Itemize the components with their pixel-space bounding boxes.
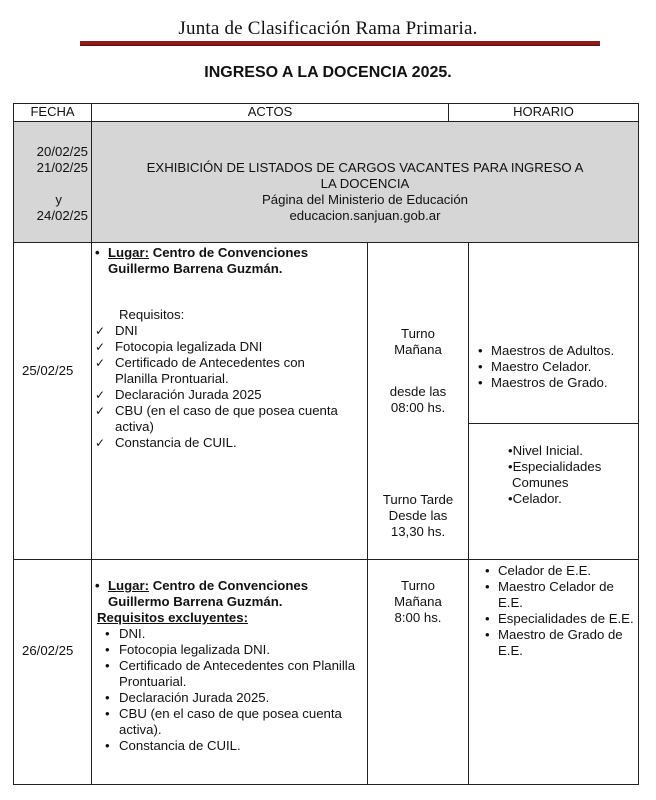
list-item: ✓ CBU (en el caso de que posea cuenta activa): [93, 403, 365, 435]
list-item: •Especialidades: [508, 459, 602, 474]
list-item: • Fotocopia legalizada DNI.: [93, 642, 365, 658]
col-header-horario: HORARIO: [513, 104, 574, 119]
turno-text: Desde las: [388, 508, 448, 523]
turno-text: Turno: [401, 578, 435, 593]
list-item: ✓ Certificado de Antecedentes con Planilla Prontuarial.: [93, 355, 365, 387]
date-text: y: [55, 192, 62, 207]
list-item: • Maestro Celador de E.E.: [483, 579, 638, 611]
row2-turno-manana: [368, 326, 468, 416]
list-item: •Celador.: [508, 491, 562, 506]
row2-cargos-tarde: [508, 443, 638, 507]
list-item: • Maestro de Grado de E.E.: [483, 627, 638, 659]
row2-turno-tarde: [368, 492, 468, 540]
turno-text: Turno: [401, 326, 435, 341]
page-title: INGRESO A LA DOCENCIA 2025.: [204, 64, 452, 81]
list-item: • Certificado de Antecedentes con Planilla Prontuarial.: [93, 658, 365, 690]
list-item: •Nivel Inicial.: [508, 443, 583, 458]
row3-actos: [93, 578, 365, 754]
row1-exhibition-text: [92, 160, 638, 224]
ministry-url[interactable]: educacion.sanjuan.gob.ar: [289, 208, 441, 223]
list-item: • Declaración Jurada 2025.: [93, 690, 365, 706]
date-text: 24/02/25: [36, 208, 88, 223]
row3-date: 26/02/25: [22, 643, 74, 658]
list-item: • Constancia de CUIL.: [93, 738, 365, 754]
org-header: Junta de Clasificación Rama Primaria.: [178, 18, 478, 39]
list-item: • Celador de E.E.: [483, 563, 638, 579]
list-item: • CBU (en el caso de que posea cuenta activa).: [93, 706, 365, 738]
list-item: • Maestros de Adultos.: [476, 343, 638, 359]
turno-text: Turno Tarde: [382, 492, 454, 507]
list-item: ✓ DNI: [93, 323, 365, 339]
row2-lugar: • Lugar: Centro de Convenciones Guillermo Barrena Guzmán.: [93, 245, 365, 277]
list-item: ✓ Declaración Jurada 2025: [93, 387, 365, 403]
exhibition-line: Página del Ministerio de Educación: [262, 192, 468, 207]
row3-lugar: • Lugar: Centro de Convenciones Guillermo Barrena Guzmán.: [93, 578, 365, 610]
exhibition-line: LA DOCENCIA: [320, 176, 410, 191]
row3-req-label: Requisitos excluyentes:: [97, 610, 248, 625]
turno-text: 13,30 hs.: [390, 524, 446, 539]
turno-text: 08:00 hs.: [390, 400, 446, 415]
list-item: ✓ Fotocopia legalizada DNI: [93, 339, 365, 355]
col-header-actos: ACTOS: [247, 104, 293, 119]
list-item: • DNI.: [93, 626, 365, 642]
turno-text: 8:00 hs.: [394, 610, 442, 625]
row3-cargos: [483, 563, 638, 659]
row2-date: 25/02/25: [22, 363, 74, 378]
row2-cargos-manana: [476, 343, 638, 391]
list-item: ✓ Constancia de CUIL.: [93, 435, 365, 451]
row2-requisitos-list: [93, 323, 365, 451]
header-rule: [80, 41, 600, 46]
turno-text: Mañana: [394, 594, 442, 609]
date-text: 21/02/25: [36, 160, 88, 175]
row2-actos: [93, 245, 365, 451]
list-item: • Maestros de Grado.: [476, 375, 638, 391]
date-text: 20/02/25: [36, 144, 88, 159]
list-item: • Especialidades de E.E.: [483, 611, 638, 627]
row3-turno: [368, 578, 468, 626]
list-item: • Maestro Celador.: [476, 359, 638, 375]
col-header-fecha: FECHA: [30, 104, 75, 119]
turno-text: desde las: [389, 384, 447, 399]
turno-text: Mañana: [394, 342, 442, 357]
list-item: Comunes: [512, 475, 569, 490]
row2-req-label: Requisitos:: [119, 307, 185, 322]
exhibition-line: EXHIBICIÓN DE LISTADOS DE CARGOS VACANTES PARA INGRESO A: [146, 160, 584, 175]
row1-dates: [22, 144, 88, 224]
row3-requisitos-list: [93, 626, 365, 754]
